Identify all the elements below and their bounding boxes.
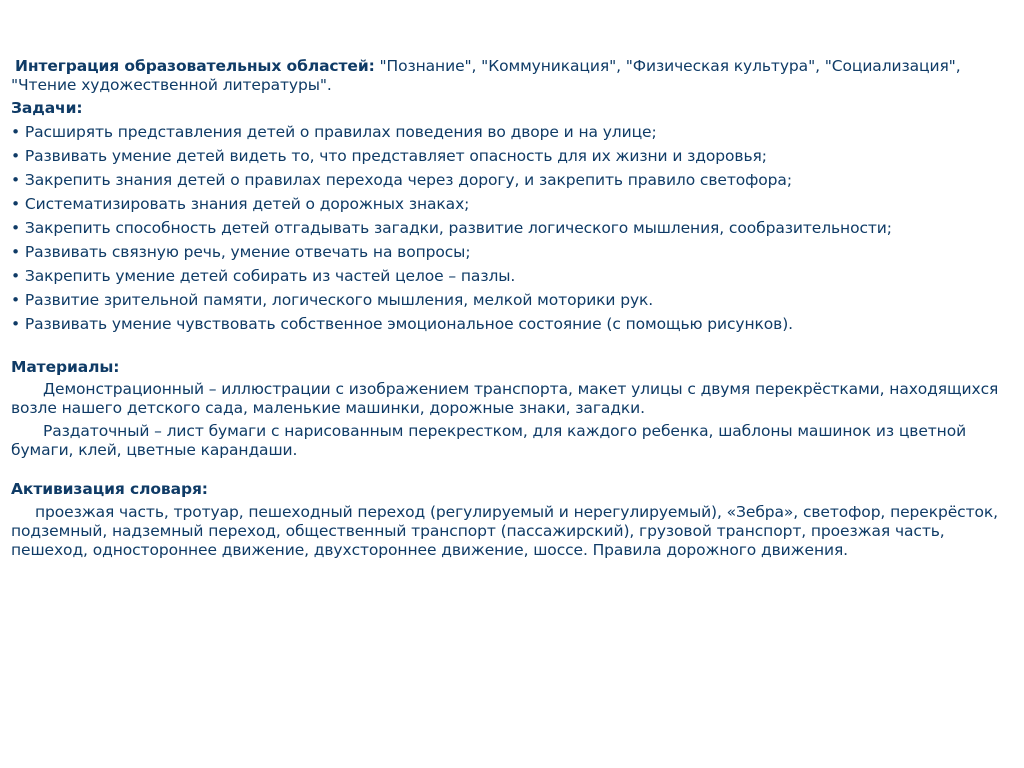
vocabulary-heading: Активизация словаря: bbox=[11, 480, 208, 498]
spacer bbox=[11, 460, 1011, 480]
integration-text: "Познание", "Коммуникация", "Физическая культура", "Социализация", "Чтение художественной литературы". bbox=[11, 57, 961, 94]
task-item: • Закрепить умение детей собирать из частей целое – пазлы. bbox=[11, 267, 516, 285]
task-item: • Систематизировать знания детей о дорожных знаках; bbox=[11, 195, 470, 213]
vocabulary-text: проезжая часть, тротуар, пешеходный переход (регулируемый и нерегулируемый), «Зебра», светофор, перекрёсток, подземный, надземный переход, общественный транспорт (пассажирский), грузовой транспорт, проезжая часть, пешеход, одностороннее движение, двухстороннее движение, шоссе. Правила дорожного движения. bbox=[11, 503, 998, 559]
task-item: • Развивать умение чувствовать собственное эмоциональное состояние (с помощью рисунков). bbox=[11, 315, 793, 333]
integration-label: Интеграция образовательных областей: bbox=[15, 57, 375, 75]
task-item: • Расширять представления детей о правилах поведения во дворе и на улице; bbox=[11, 123, 657, 141]
spacer bbox=[11, 339, 1011, 358]
tasks-heading: Задачи: bbox=[11, 99, 83, 117]
task-item: • Развивать умение детей видеть то, что представляет опасность для их жизни и здоровья; bbox=[11, 147, 767, 165]
task-item: • Развитие зрительной памяти, логического мышления, мелкой моторики рук. bbox=[11, 291, 654, 309]
materials-heading: Материалы: bbox=[11, 358, 120, 376]
task-item: • Закрепить знания детей о правилах перехода через дорогу, и закрепить правило светофора; bbox=[11, 171, 792, 189]
task-item: • Закрепить способность детей отгадывать загадки, развитие логического мышления, сообразительности; bbox=[11, 219, 892, 237]
tasks-list bbox=[11, 123, 1011, 334]
materials-handout: Раздаточный – лист бумаги с нарисованным перекрестком, для каждого ребенка, шаблоны машинок из цветной бумаги, клей, цветные карандаши. bbox=[11, 422, 967, 459]
integration-paragraph bbox=[11, 57, 1011, 95]
document-body bbox=[11, 57, 1011, 560]
materials-demo: Демонстрационный – иллюстрации с изображением транспорта, макет улицы с двумя перекрёстками, находящихся возле нашего детского сада, маленькие машинки, дорожные знаки, загадки. bbox=[11, 380, 999, 417]
task-item: • Развивать связную речь, умение отвечать на вопросы; bbox=[11, 243, 471, 261]
